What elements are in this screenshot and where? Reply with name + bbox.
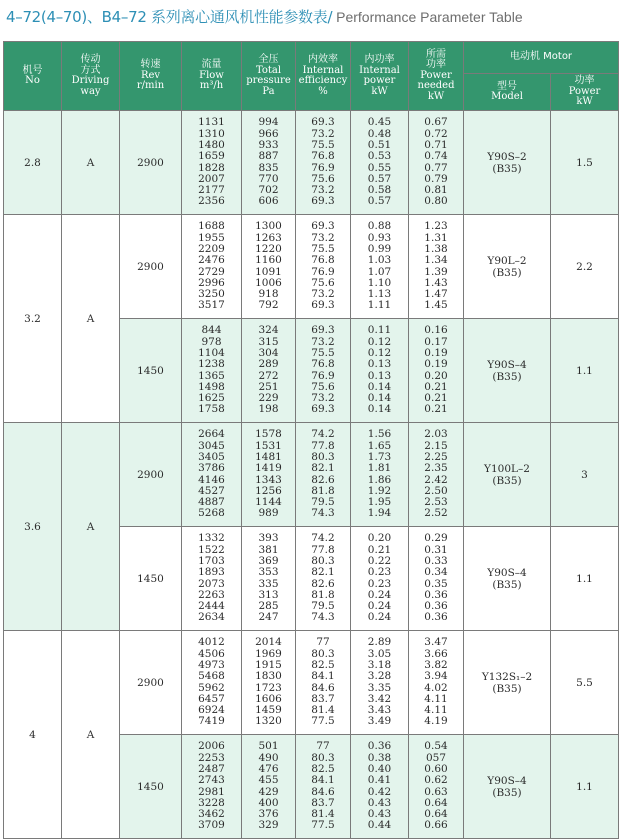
cell-needed: 1.23 1.31 1.38 1.34 1.39 1.43 1.47 1.45 (409, 215, 464, 319)
cell-no: 4 (4, 631, 62, 839)
cell-efficiency: 74.2 77.8 80.3 82.1 82.6 81.8 79.5 74.3 (296, 423, 351, 527)
cell-motor-power: 2.2 (551, 215, 619, 319)
cell-efficiency: 77 80.3 82.5 84.1 84.6 83.7 81.4 77.5 (296, 735, 351, 839)
header-model: 型号 Model (464, 74, 551, 111)
header-motor-power: 功率 Power kW (551, 74, 619, 111)
cell-flow: 1131 1310 1480 1659 1828 2007 2177 2356 (182, 111, 242, 215)
cell-flow: 1688 1955 2209 2476 2729 2996 3250 3517 (182, 215, 242, 319)
cell-power: 1.56 1.65 1.73 1.81 1.86 1.92 1.95 1.94 (351, 423, 409, 527)
cell-power: 2.89 3.05 3.18 3.28 3.35 3.42 3.43 3.49 (351, 631, 409, 735)
cell-no: 3.6 (4, 423, 62, 631)
table-row (4, 111, 619, 215)
cell-model: Y90S–2 (B35) (464, 111, 551, 215)
cell-needed: 0.29 0.31 0.33 0.34 0.35 0.36 0.36 0.36 (409, 527, 464, 631)
performance-table (3, 41, 619, 839)
cell-flow: 4012 4506 4973 5468 5962 6457 6924 7419 (182, 631, 242, 735)
cell-power: 0.36 0.38 0.40 0.41 0.42 0.43 0.43 0.44 (351, 735, 409, 839)
cell-motor-power: 5.5 (551, 631, 619, 735)
cell-driving: A (62, 631, 120, 839)
cell-rev: 2900 (120, 631, 182, 735)
cell-no: 3.2 (4, 215, 62, 423)
cell-power: 0.88 0.93 0.99 1.03 1.07 1.10 1.13 1.11 (351, 215, 409, 319)
cell-motor-power: 1.1 (551, 319, 619, 423)
cell-rev: 2900 (120, 215, 182, 319)
cell-motor-power: 1.1 (551, 735, 619, 839)
cell-pressure: 393 381 369 353 335 313 285 247 (242, 527, 296, 631)
cell-model: Y90S–4 (B35) (464, 527, 551, 631)
header-efficiency: 内效率 Internal efficiency % (296, 42, 351, 111)
header-pressure: 全压 Total pressure Pa (242, 42, 296, 111)
cell-flow: 2006 2253 2487 2743 2981 3228 3462 3709 (182, 735, 242, 839)
cell-flow: 2664 3045 3405 3786 4146 4527 4887 5268 (182, 423, 242, 527)
cell-needed: 2.03 2.15 2.25 2.35 2.42 2.50 2.53 2.52 (409, 423, 464, 527)
cell-power: 0.20 0.21 0.22 0.23 0.23 0.24 0.24 0.24 (351, 527, 409, 631)
title-english: Performance Parameter Table (332, 9, 523, 25)
cell-power: 0.45 0.48 0.51 0.53 0.55 0.57 0.58 0.57 (351, 111, 409, 215)
cell-needed: 0.16 0.17 0.19 0.19 0.20 0.21 0.21 0.21 (409, 319, 464, 423)
cell-efficiency: 69.3 73.2 75.5 76.8 76.9 75.6 73.2 69.3 (296, 111, 351, 215)
header-motor: 电动机 Motor (464, 42, 619, 74)
cell-flow: 1332 1522 1703 1893 2073 2263 2444 2634 (182, 527, 242, 631)
cell-model: Y90L–2 (B35) (464, 215, 551, 319)
header-flow: 流量 Flow m³/h (182, 42, 242, 111)
cell-efficiency: 77 80.3 82.5 84.1 84.6 83.7 81.4 77.5 (296, 631, 351, 735)
cell-no: 2.8 (4, 111, 62, 215)
cell-driving: A (62, 423, 120, 631)
cell-model: Y90S–4 (B35) (464, 319, 551, 423)
cell-pressure: 2014 1969 1915 1830 1723 1606 1459 1320 (242, 631, 296, 735)
header-driving: 传动 方式 Driving way (62, 42, 120, 111)
cell-pressure: 994 966 933 887 835 770 702 606 (242, 111, 296, 215)
cell-power: 0.11 0.12 0.12 0.13 0.13 0.14 0.14 0.14 (351, 319, 409, 423)
cell-model: Y100L–2 (B35) (464, 423, 551, 527)
table-row (4, 423, 619, 527)
cell-model: Y90S–4 (B35) (464, 735, 551, 839)
title-chinese: 4–72(4–70)、B4–72 系列离心通风机性能参数表/ (6, 8, 333, 26)
cell-pressure: 1300 1263 1220 1160 1091 1006 918 792 (242, 215, 296, 319)
cell-motor-power: 1.1 (551, 527, 619, 631)
header-no: 机号 No (4, 42, 62, 111)
cell-pressure: 501 490 476 455 429 400 376 329 (242, 735, 296, 839)
cell-rev: 1450 (120, 527, 182, 631)
cell-motor-power: 1.5 (551, 111, 619, 215)
table-row (4, 215, 619, 319)
cell-pressure: 324 315 304 289 272 251 229 198 (242, 319, 296, 423)
header-needed: 所需 功率 Power needed kW (409, 42, 464, 111)
cell-needed: 3.47 3.66 3.82 3.94 4.02 4.11 4.11 4.19 (409, 631, 464, 735)
cell-motor-power: 3 (551, 423, 619, 527)
cell-needed: 0.54 057 0.60 0.62 0.63 0.64 0.64 0.66 (409, 735, 464, 839)
cell-rev: 2900 (120, 423, 182, 527)
cell-driving: A (62, 215, 120, 423)
cell-efficiency: 69.3 73.2 75.5 76.8 76.9 75.6 73.2 69.3 (296, 319, 351, 423)
cell-rev: 1450 (120, 735, 182, 839)
header-power: 内功率 Internal power kW (351, 42, 409, 111)
cell-rev: 2900 (120, 111, 182, 215)
cell-needed: 0.67 0.72 0.71 0.74 0.77 0.79 0.81 0.80 (409, 111, 464, 215)
table-body (4, 111, 619, 839)
cell-flow: 844 978 1104 1238 1365 1498 1625 1758 (182, 319, 242, 423)
page-title (6, 5, 618, 29)
cell-driving: A (62, 111, 120, 215)
cell-efficiency: 74.2 77.8 80.3 82.1 82.6 81.8 79.5 74.3 (296, 527, 351, 631)
header-rev: 转速 Rev r/min (120, 42, 182, 111)
cell-model: Y132S₁–2 (B35) (464, 631, 551, 735)
cell-rev: 1450 (120, 319, 182, 423)
cell-efficiency: 69.3 73.2 75.5 76.8 76.9 75.6 73.2 69.3 (296, 215, 351, 319)
cell-pressure: 1578 1531 1481 1419 1343 1256 1144 989 (242, 423, 296, 527)
table-row (4, 631, 619, 735)
